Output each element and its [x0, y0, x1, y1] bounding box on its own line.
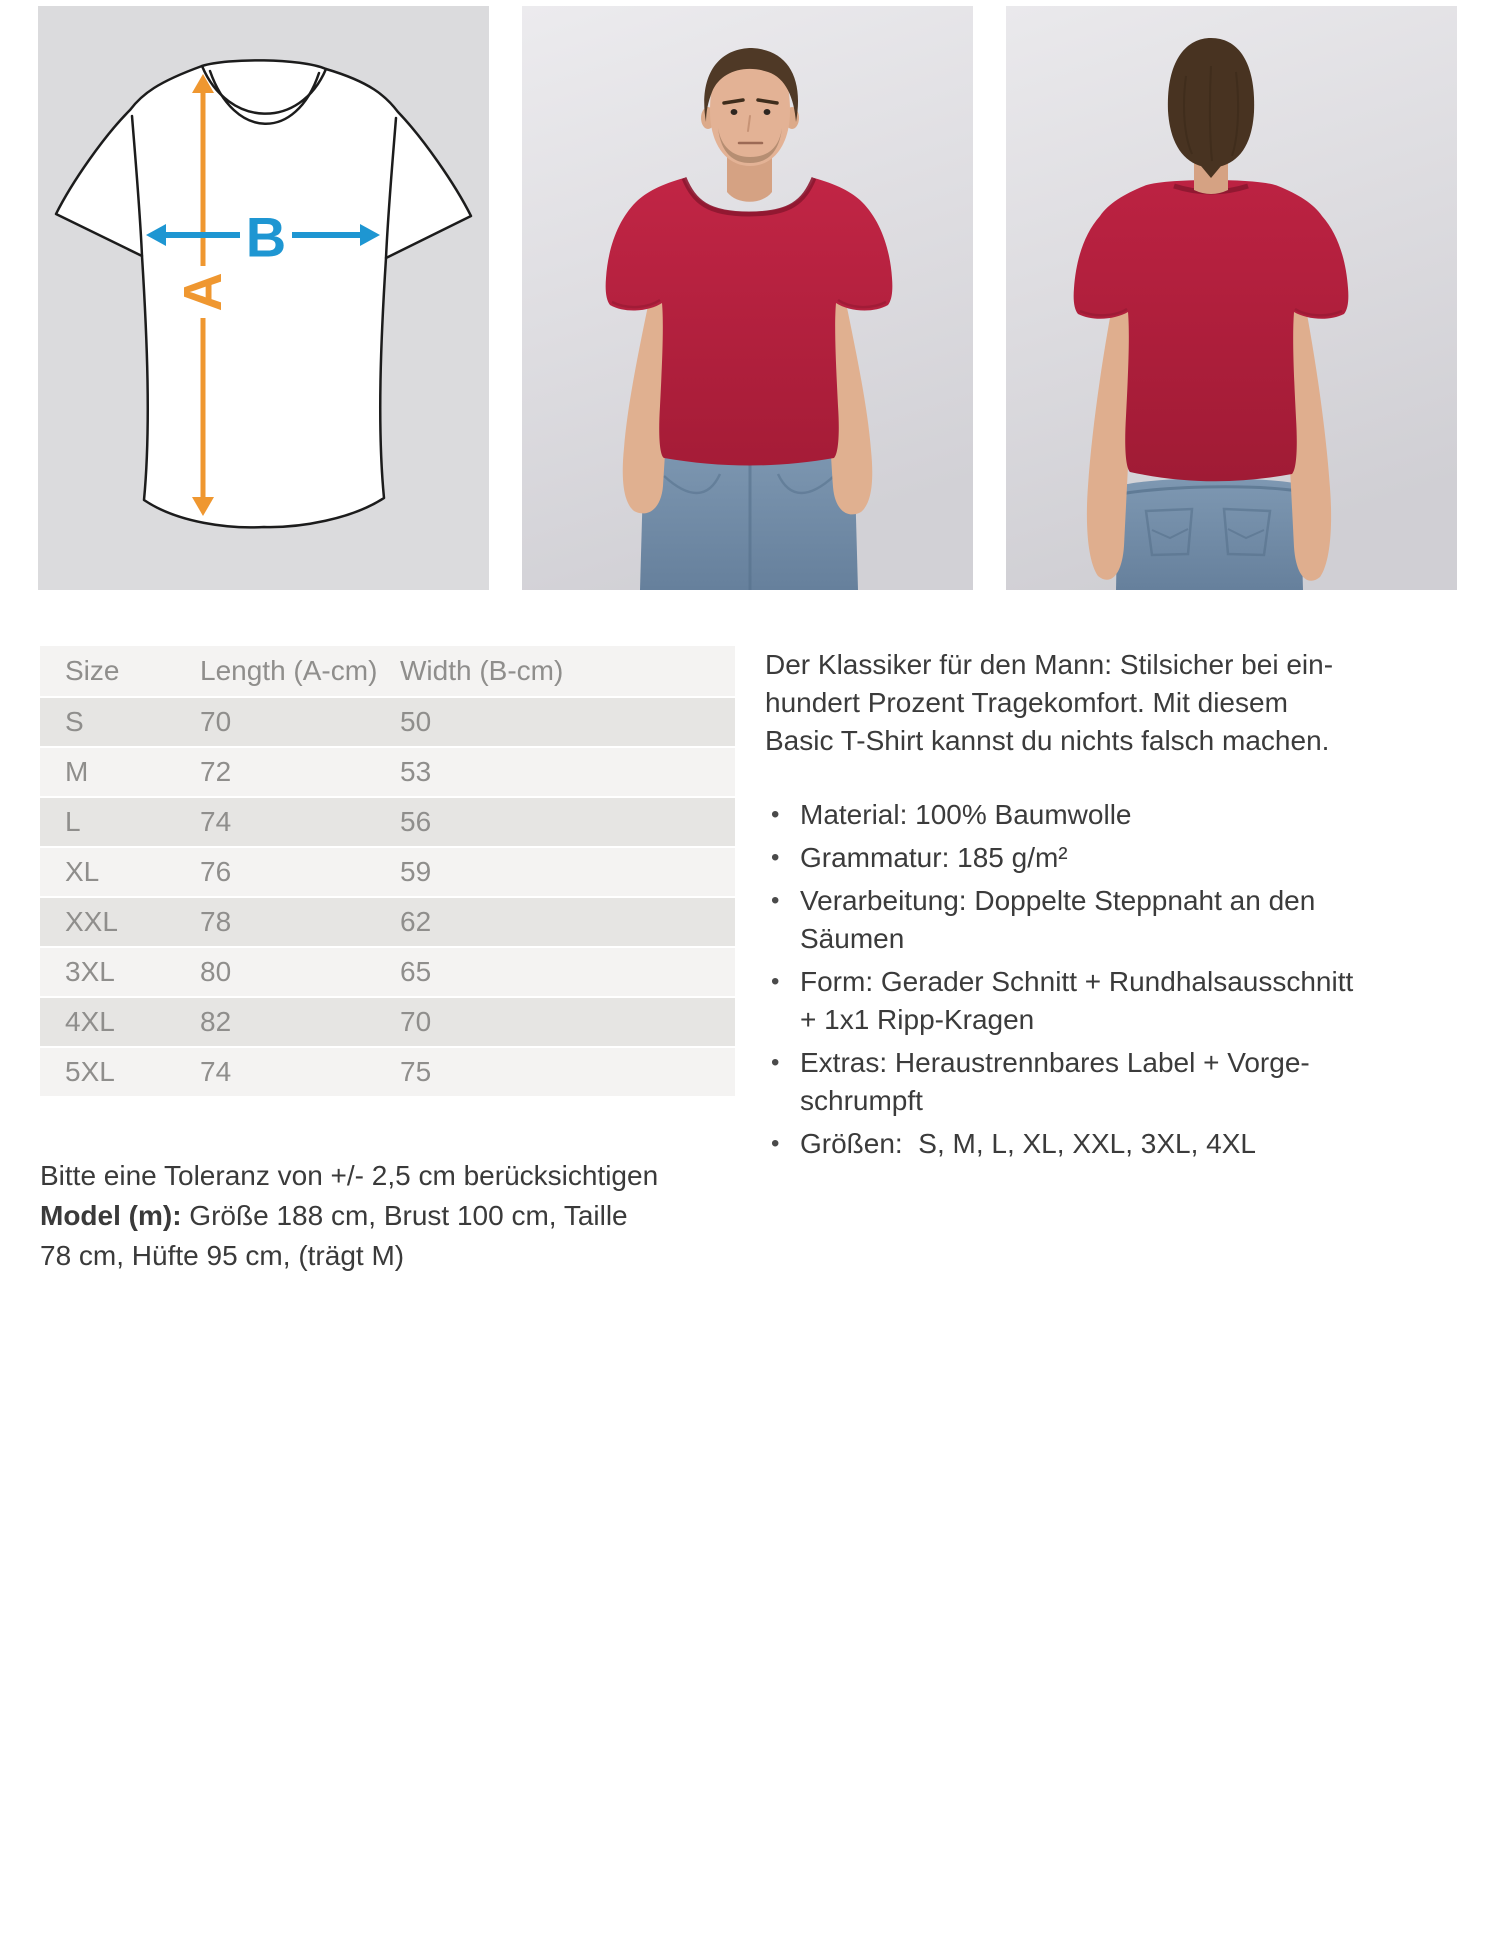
width-cell: 53 [400, 756, 432, 787]
width-cell: 75 [400, 1056, 432, 1087]
size-row-5xl [40, 1048, 735, 1096]
model-back-photo [1006, 6, 1457, 590]
bullet-extras [765, 1044, 1457, 1120]
model-label: Model (m): [40, 1200, 182, 1231]
bullet-line: Verarbeitung: Doppelte Steppnaht an den [800, 885, 1316, 916]
size-cell: S [65, 706, 84, 737]
size-row-s [40, 698, 735, 746]
description-bullets [765, 796, 1457, 1163]
length-cell: 72 [200, 756, 232, 787]
header-cell-width: Width (B-cm) [400, 655, 564, 686]
model-info-line1 [40, 1196, 735, 1236]
bullet-verarbeitung [765, 882, 1457, 958]
bullet-groessen [765, 1125, 1457, 1163]
header-cell-length: Length (A-cm) [200, 655, 378, 686]
content-row [0, 646, 1496, 1276]
intro-line: Der Klassiker für den Mann: Stilsicher bei ein- [765, 649, 1334, 680]
tolerance-note [40, 1156, 735, 1276]
intro-line: hundert Prozent Tragekomfort. Mit diesem [765, 687, 1288, 718]
bullet-line: Größen: S, M, L, XL, XXL, 3XL, 4XL [800, 1128, 1256, 1159]
size-row-m [40, 748, 735, 796]
bullet-line: Säumen [800, 923, 905, 954]
measure-b-label: B [245, 205, 287, 269]
size-cell: 4XL [65, 1006, 115, 1037]
bullet-dot-icon: • [771, 968, 780, 995]
bullet-line: + 1x1 Ripp-Kragen [800, 1004, 1035, 1035]
size-row-l [40, 798, 735, 846]
jeans-back [1116, 478, 1303, 590]
bullet-material [765, 796, 1457, 834]
bullet-line: Grammatur: 185 g/m² [800, 842, 1068, 873]
bullet-form [765, 963, 1457, 1039]
model-info-line2: 78 cm, Hüfte 95 cm, (trägt M) [40, 1240, 405, 1271]
bullet-line: Form: Gerader Schnitt + Rundhalsausschnitt [800, 966, 1354, 997]
size-row-xl [40, 848, 735, 896]
model-front-photo [522, 6, 973, 590]
bullet-line: Extras: Heraustrennbares Label + Vorge- [800, 1047, 1310, 1078]
description-intro [765, 646, 1457, 760]
header-cell-size: Size [65, 655, 120, 686]
bullet-grammatur [765, 839, 1457, 877]
size-table-header [40, 646, 735, 696]
size-diagram-svg [38, 6, 489, 590]
size-cell: L [65, 806, 81, 837]
size-row-3xl [40, 948, 735, 996]
width-cell: 70 [400, 1006, 432, 1037]
size-info-column [40, 646, 735, 1276]
size-cell: M [65, 756, 89, 787]
product-images-row [0, 0, 1496, 590]
length-cell: 78 [200, 906, 232, 937]
intro-line: Basic T-Shirt kannst du nichts falsch machen. [765, 725, 1330, 756]
bullet-line: schrumpft [800, 1085, 923, 1116]
length-cell: 80 [200, 956, 232, 987]
size-cell: XL [65, 856, 100, 887]
bullet-dot-icon: • [771, 801, 780, 828]
size-row-4xl [40, 998, 735, 1046]
bullet-dot-icon: • [771, 887, 780, 914]
width-cell: 59 [400, 856, 432, 887]
bullet-dot-icon: • [771, 844, 780, 871]
size-cell: 5XL [65, 1056, 115, 1087]
length-cell: 76 [200, 856, 232, 887]
measure-a-label: A [173, 272, 233, 312]
size-diagram-image [38, 6, 489, 590]
size-cell: 3XL [65, 956, 115, 987]
length-cell: 74 [200, 1056, 232, 1087]
width-cell: 50 [400, 706, 432, 737]
model-front-svg [522, 6, 973, 590]
width-cell: 62 [400, 906, 432, 937]
product-description [765, 646, 1457, 1276]
width-cell: 65 [400, 956, 432, 987]
width-cell: 56 [400, 806, 432, 837]
bullet-line: Material: 100% Baumwolle [800, 799, 1132, 830]
size-cell: XXL [65, 906, 118, 937]
length-cell: 74 [200, 806, 232, 837]
length-cell: 82 [200, 1006, 232, 1037]
size-row-xxl [40, 898, 735, 946]
length-cell: 70 [200, 706, 232, 737]
model-measurements: Größe 188 cm, Brust 100 cm, Taille [181, 1200, 628, 1231]
model-back-svg [1006, 6, 1457, 590]
bullet-dot-icon: • [771, 1130, 780, 1157]
tolerance-line: Bitte eine Toleranz von +/- 2,5 cm berücksichtigen [40, 1160, 659, 1191]
size-table [40, 646, 735, 1096]
bullet-dot-icon: • [771, 1049, 780, 1076]
